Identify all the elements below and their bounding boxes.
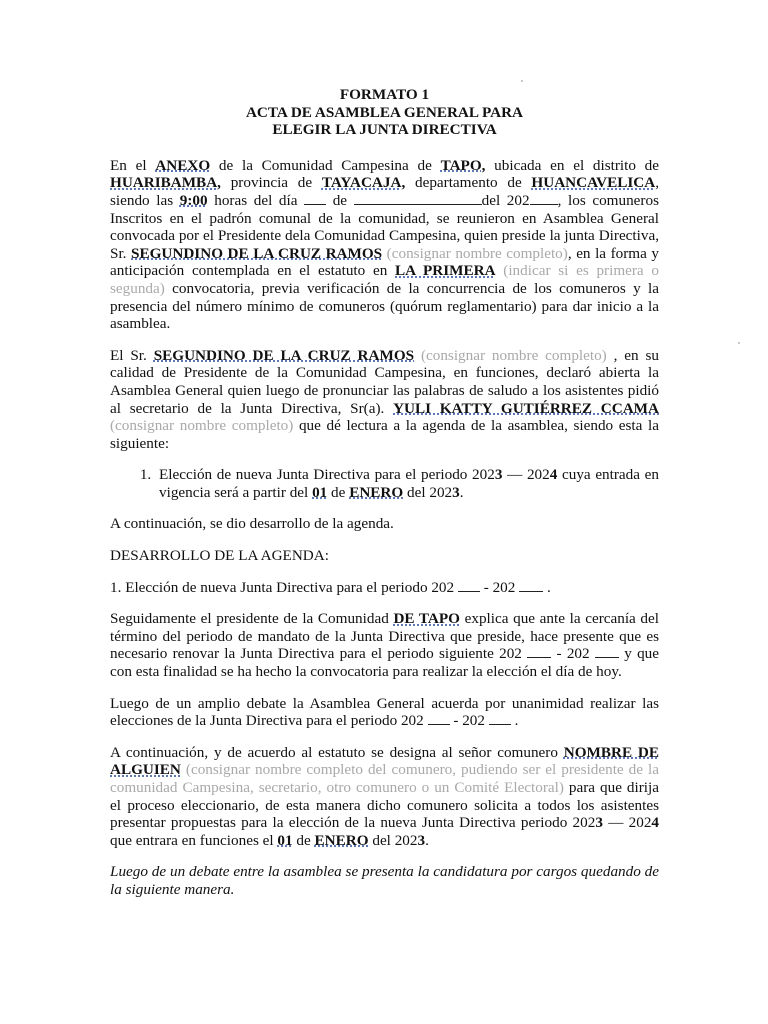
paragraph-agenda-point: 1. Elección de nueva Junta Directiva para el periodo 202 - 202 . — [110, 578, 551, 596]
year-blank — [595, 645, 619, 658]
paragraph-president: El Sr. SEGUNDINO DE LA CRUZ RAMOS (consignar nombre completo) , en su calidad de Presidente de la Comunidad Campesina, en funciones, declaró abierta la Asamblea General quien luego de pronunciar las palabras de saludo a los asistentes pidió al secretario de la Junta Directiva, Sr(a). YULI KATTY GUTIÉRREZ CCAMA (consignar nombre completo) que dé lectura a la agenda de la asamblea, siendo esta la siguiente: — [110, 346, 659, 452]
paragraph-opening: En el ANEXO de la Comunidad Campesina de TAPO, ubicada en el distrito de HUARIBAMBA, provincia de TAYACAJA, departamento de HUANCAVELICA, siendo las 9:00 horas del día de del 202 , los comuneros Inscritos en el padrón comunal de la comunidad, se reunieron en Asamblea General convocada por el Presidente dela Comunidad Campesina, quien preside la junta Directiva, Sr. SEGUNDINO DE LA CRUZ RAMOS (consignar nombre completo), en la forma y anticipación contemplada en el estatuto en LA PRIMERA (indicar si es primera o segunda) convocatoria, previa verificación de la concurrencia de los comuneros y la presencia del número mínimo de comuneros (quórum reglamentario) para dar inicio a la asamblea. — [110, 156, 659, 333]
convocation-field: LA PRIMERA — [395, 262, 496, 280]
president-name-field: SEGUNDINO DE LA CRUZ RAMOS — [153, 346, 415, 364]
hint-text: (consignar nombre completo) — [382, 244, 568, 262]
community-field: TAPO, — [440, 156, 486, 174]
title-line-3: ELEGIR LA JUNTA DIRECTIVA — [272, 121, 497, 139]
district-field: HUARIBAMBA, — [110, 174, 221, 192]
title-line-2: ACTA DE ASAMBLEA GENERAL PARA — [245, 103, 524, 121]
hint-text: (consignar nombre completo) — [110, 417, 294, 435]
province-field: TAYACAJA, — [321, 174, 406, 192]
scan-speck — [521, 80, 523, 82]
year-blank — [458, 579, 480, 592]
paragraph-closing: Luego de un debate entre la asamblea se presenta la candidatura por cargos quedando de la siguiente manera. — [110, 863, 659, 898]
document-title — [110, 86, 659, 139]
year-blank — [428, 712, 450, 725]
hour-field: 9:00 — [179, 191, 208, 209]
year-blank — [530, 192, 558, 205]
start-day-field: 01 — [312, 483, 328, 501]
start-day-field: 01 — [277, 831, 293, 849]
month-blank — [354, 192, 482, 205]
paragraph-continuation: A continuación, se dio desarrollo de la agenda. — [110, 515, 394, 533]
year-blank — [519, 579, 543, 592]
hint-text: (consignar nombre completo del comunero, pudiendo ser el presidente de la comunidad Campesina, secretario, otro comunero o un Comité Electoral) — [110, 761, 659, 796]
day-blank — [304, 192, 326, 205]
hint-text: (indicar si es primera o segunda) — [110, 262, 659, 297]
hint-text: (consignar nombre completo) — [414, 346, 607, 364]
agenda-heading: DESARROLLO DE LA AGENDA: — [110, 547, 329, 565]
scan-speck — [738, 342, 740, 344]
president-name-field: SEGUNDINO DE LA CRUZ RAMOS — [131, 244, 383, 262]
year-blank — [527, 645, 551, 658]
start-month-field: ENERO — [349, 483, 404, 501]
paragraph-agreement: Luego de un amplio debate la Asamblea General acuerda por unanimidad realizar las elecciones de la Junta Directiva para el periodo 202 - 202 . — [110, 694, 659, 730]
department-field: HUANCAVELICA — [531, 174, 656, 192]
paragraph-designation: A continuación, y de acuerdo al estatuto se designa al señor comunero NOMBRE DE ALGUIEN (consignar nombre completo del comunero, pudiendo ser el presidente de la comunidad Campesina, secretario, otro comunero o un Comité Electoral) para que dirija el proceso eleccionario, de esta manera dicho comunero solicita a todos los asistentes presentar propuestas para la elección de la nueva Junta Directiva periodo 2023 — 2024 que entrara en funciones el 01 de ENERO del 2023. — [110, 743, 659, 849]
agenda-item: 1. Elección de nueva Junta Directiva para el periodo 2023 — 2024 cuya entrada en vigencia será a partir del 01 de ENERO del 2023. — [155, 466, 659, 501]
start-month-field: ENERO — [314, 831, 369, 849]
year-blank — [489, 712, 511, 725]
community-field: DE TAPO — [393, 610, 460, 628]
paragraph-explanation: Seguidamente el presidente de la Comunidad DE TAPO explica que ante la cercanía del término del periodo de mandato de la Junta Directiva que preside, hace presente que es necesario renovar la Junta Directiva para el periodo siguiente 202 - 202 y que con esta finalidad se ha hecho la convocatoria para realizar la elección el día de hoy. — [110, 610, 659, 681]
agenda-list — [110, 466, 659, 501]
document-page — [110, 86, 659, 899]
secretary-name-field: YULI KATTY GUTIÉRREZ CCAMA — [393, 399, 659, 417]
title-line-1: FORMATO 1 — [339, 86, 430, 103]
anexo-field: ANEXO — [155, 156, 211, 174]
director-name-field: NOMBRE DE ALGUIEN — [110, 743, 659, 779]
